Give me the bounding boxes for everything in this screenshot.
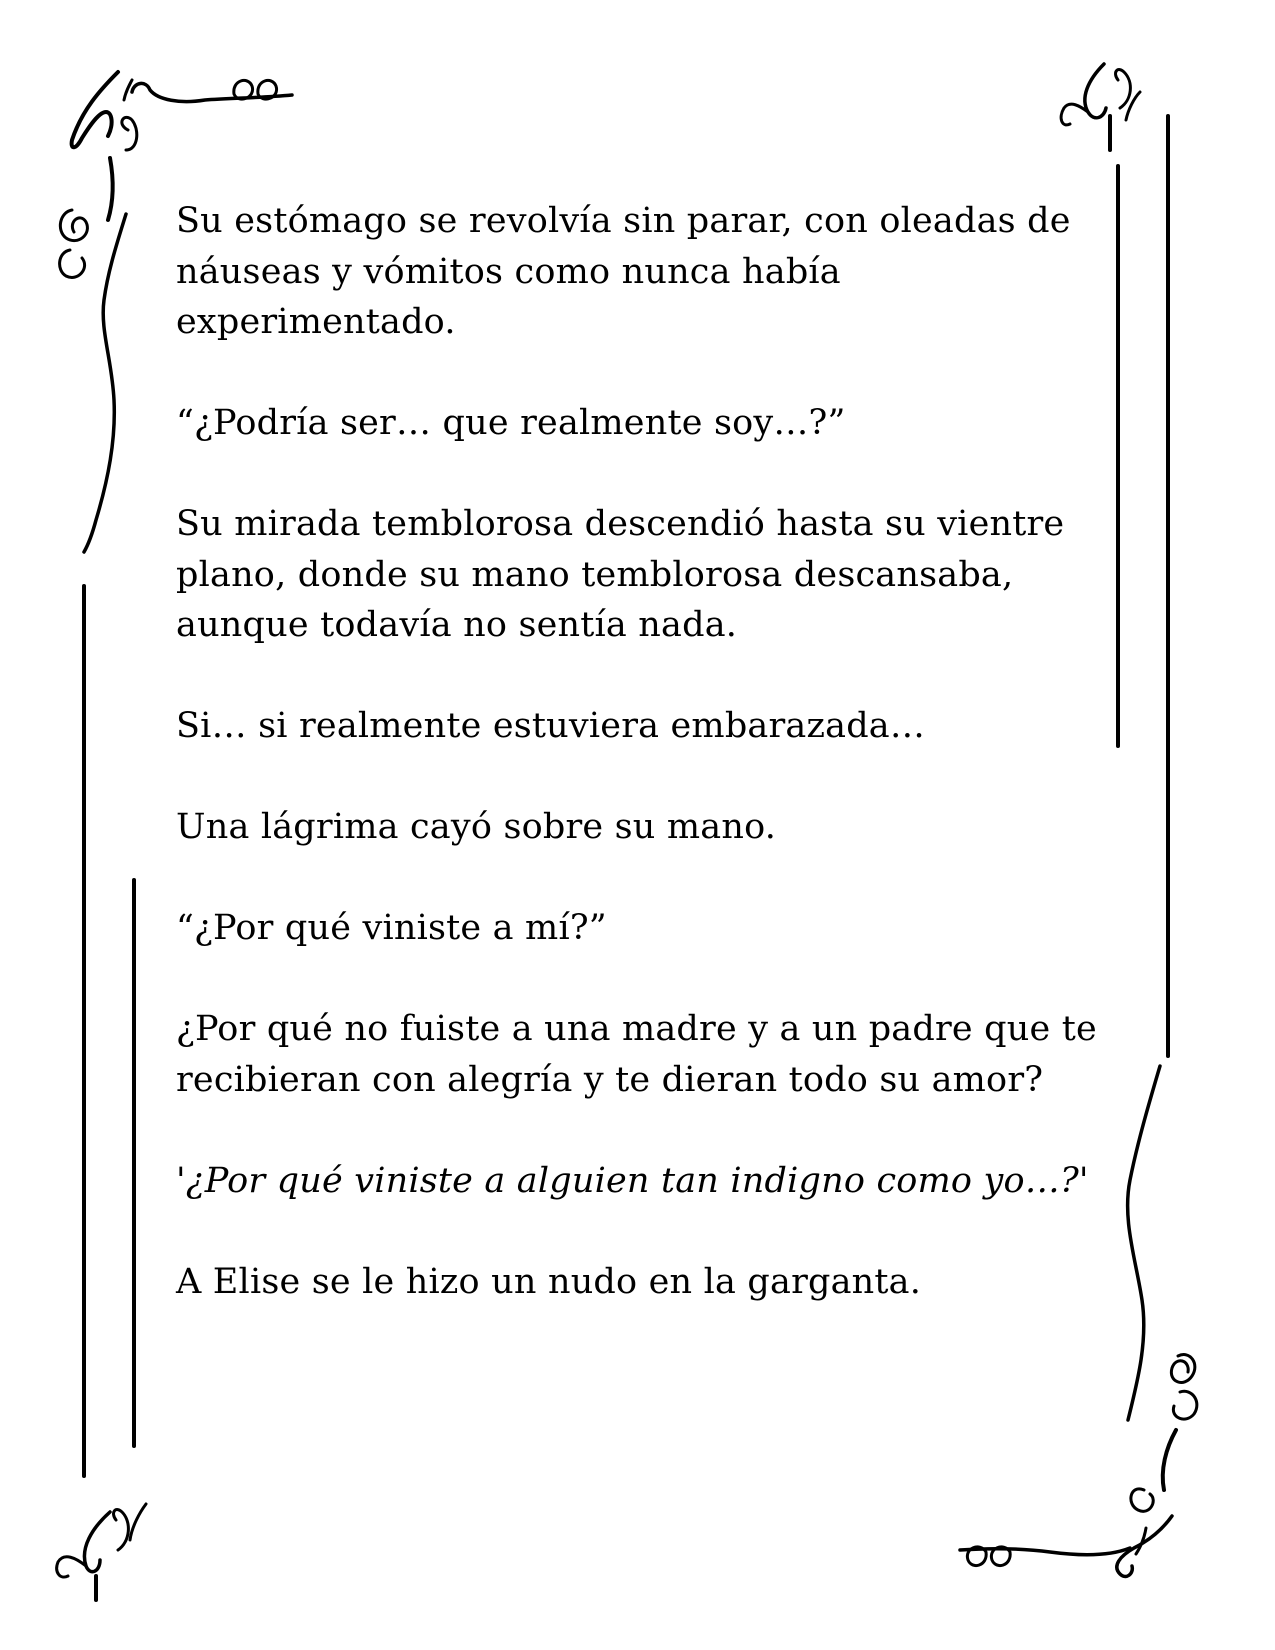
paragraph-8-thought: '¿Por qué viniste a alguien tan indigno como yo…?' — [176, 1160, 1089, 1201]
paragraph-6: “¿Por qué viniste a mí?” — [176, 908, 607, 948]
paragraph-3: Su mirada temblorosa descendió hasta su vientre plano, donde su mano temblorosa descansaba, aunque todavía no sentía nada. — [176, 504, 1065, 645]
paragraph-7: ¿Por qué no fuiste a una madre y a un padre que te recibieran con alegría y te dieran todo su amor? — [176, 1009, 1097, 1100]
paragraph-2: “¿Podría ser… que realmente soy…?” — [176, 403, 846, 443]
story-text — [176, 196, 1106, 1358]
paragraph-5: Una lágrima cayó sobre su mano. — [176, 807, 777, 847]
paragraph-4: Si… si realmente estuviera embarazada… — [176, 706, 926, 746]
paragraph-9: A Elise se le hizo un nudo en la garganta. — [176, 1261, 922, 1302]
paragraph-1: Su estómago se revolvía sin parar, con oleadas de náuseas y vómitos como nunca había experimentado. — [176, 201, 1071, 342]
flourish-bottom-left — [57, 1504, 146, 1600]
